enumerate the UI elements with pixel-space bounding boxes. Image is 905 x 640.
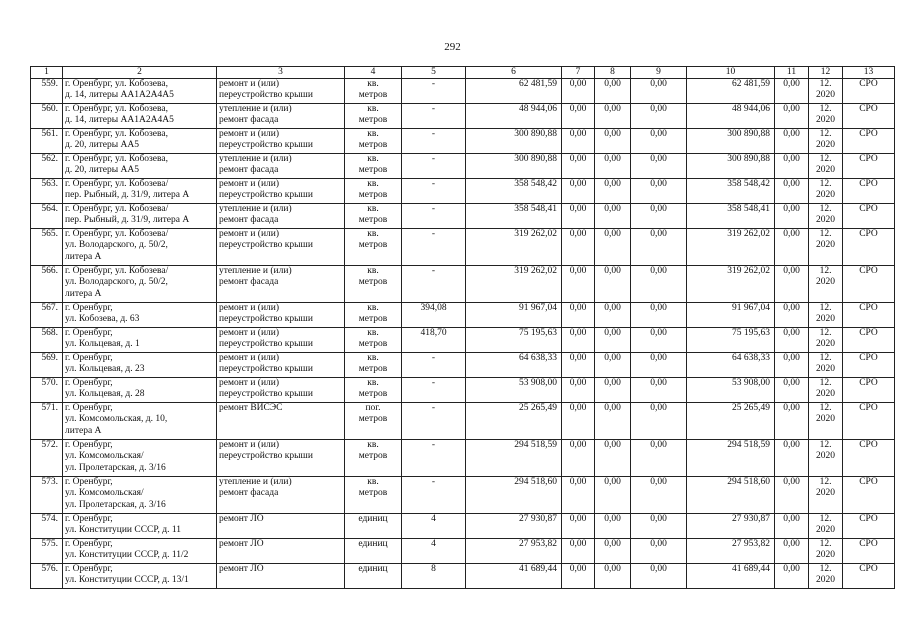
value-cell: 0,00 (775, 378, 809, 403)
cost-cell: 358 548,41 (687, 204, 775, 229)
row-number-cell: 566. (31, 266, 63, 303)
table-row (31, 129, 895, 154)
works-register-table (30, 66, 895, 589)
total-cost-cell: 300 890,88 (466, 154, 562, 179)
row-number-cell: 564. (31, 204, 63, 229)
cost-cell: 300 890,88 (687, 129, 775, 154)
total-cost-cell: 300 890,88 (466, 129, 562, 154)
work-type-cell: ремонт и (или) переустройство крыши (217, 378, 345, 403)
column-header: 11 (775, 67, 809, 79)
work-type-cell: ремонт и (или) переустройство крыши (217, 353, 345, 378)
work-type-cell: ремонт и (или) переустройство крыши (217, 179, 345, 204)
quantity-cell: - (402, 179, 466, 204)
value-cell: 0,00 (562, 104, 595, 129)
total-cost-cell: 41 689,44 (466, 564, 562, 589)
deadline-cell: 12. 2020 (809, 440, 843, 477)
total-cost-cell: 294 518,59 (466, 440, 562, 477)
address-cell: г. Оренбург, ул. Кобозева, д. 63 (63, 303, 217, 328)
source-cell: СРО (843, 179, 895, 204)
unit-cell: единиц (345, 539, 402, 564)
column-header: 9 (631, 67, 687, 79)
value-cell: 0,00 (562, 353, 595, 378)
unit-cell: кв. метров (345, 328, 402, 353)
value-cell: 0,00 (595, 328, 631, 353)
address-cell: г. Оренбург, ул. Кобозева/ пер. Рыбный, д. 31/9, литера А (63, 204, 217, 229)
value-cell: 0,00 (595, 303, 631, 328)
source-cell: СРО (843, 129, 895, 154)
value-cell: 0,00 (775, 204, 809, 229)
column-header: 6 (466, 67, 562, 79)
source-cell: СРО (843, 403, 895, 440)
unit-cell: кв. метров (345, 204, 402, 229)
table-row (31, 378, 895, 403)
deadline-cell: 12. 2020 (809, 179, 843, 204)
table-row (31, 440, 895, 477)
table-row (31, 303, 895, 328)
source-cell: СРО (843, 303, 895, 328)
address-cell: г. Оренбург, ул. Комсомольская, д. 10, литера А (63, 403, 217, 440)
column-header: 10 (687, 67, 775, 79)
unit-cell: кв. метров (345, 179, 402, 204)
value-cell: 0,00 (631, 477, 687, 514)
table-row (31, 514, 895, 539)
value-cell: 0,00 (631, 378, 687, 403)
work-type-cell: утепление и (или) ремонт фасада (217, 154, 345, 179)
value-cell: 0,00 (595, 104, 631, 129)
deadline-cell: 12. 2020 (809, 104, 843, 129)
row-number-cell: 571. (31, 403, 63, 440)
row-number-cell: 569. (31, 353, 63, 378)
source-cell: СРО (843, 477, 895, 514)
unit-cell: кв. метров (345, 303, 402, 328)
page-number: 292 (444, 41, 461, 53)
work-type-cell: ремонт и (или) переустройство крыши (217, 328, 345, 353)
row-number-cell: 563. (31, 179, 63, 204)
cost-cell: 75 195,63 (687, 328, 775, 353)
address-cell: г. Оренбург, ул. Кобозева, д. 20, литеры АА5 (63, 129, 217, 154)
total-cost-cell: 25 265,49 (466, 403, 562, 440)
table-row (31, 266, 895, 303)
work-type-cell: утепление и (или) ремонт фасада (217, 477, 345, 514)
value-cell: 0,00 (775, 229, 809, 266)
value-cell: 0,00 (775, 79, 809, 104)
value-cell: 0,00 (562, 204, 595, 229)
row-number-cell: 570. (31, 378, 63, 403)
row-number-cell: 560. (31, 104, 63, 129)
work-type-cell: ремонт и (или) переустройство крыши (217, 229, 345, 266)
value-cell: 0,00 (562, 229, 595, 266)
deadline-cell: 12. 2020 (809, 229, 843, 266)
unit-cell: единиц (345, 514, 402, 539)
row-number-cell: 575. (31, 539, 63, 564)
value-cell: 0,00 (562, 539, 595, 564)
deadline-cell: 12. 2020 (809, 154, 843, 179)
quantity-cell: - (402, 353, 466, 378)
quantity-cell: - (402, 129, 466, 154)
row-number-cell: 567. (31, 303, 63, 328)
table-body (31, 67, 895, 589)
value-cell: 0,00 (775, 266, 809, 303)
quantity-cell: - (402, 378, 466, 403)
source-cell: СРО (843, 440, 895, 477)
address-cell: г. Оренбург, ул. Кобозева, д. 20, литеры АА5 (63, 154, 217, 179)
value-cell: 0,00 (595, 154, 631, 179)
quantity-cell: 4 (402, 514, 466, 539)
unit-cell: кв. метров (345, 353, 402, 378)
table-row (31, 179, 895, 204)
table-row (31, 477, 895, 514)
address-cell: г. Оренбург, ул. Кольцевая, д. 28 (63, 378, 217, 403)
work-type-cell: утепление и (или) ремонт фасада (217, 266, 345, 303)
value-cell: 0,00 (631, 154, 687, 179)
work-type-cell: ремонт и (или) переустройство крыши (217, 129, 345, 154)
value-cell: 0,00 (631, 403, 687, 440)
table-row (31, 353, 895, 378)
address-cell: г. Оренбург, ул. Кобозева, д. 14, литеры АА1А2А4А5 (63, 79, 217, 104)
value-cell: 0,00 (775, 353, 809, 378)
address-cell: г. Оренбург, ул. Комсомольская/ ул. Пролетарская, д. 3/16 (63, 440, 217, 477)
value-cell: 0,00 (631, 179, 687, 204)
table-row (31, 154, 895, 179)
quantity-cell: - (402, 440, 466, 477)
deadline-cell: 12. 2020 (809, 378, 843, 403)
value-cell: 0,00 (775, 539, 809, 564)
cost-cell: 41 689,44 (687, 564, 775, 589)
cost-cell: 358 548,42 (687, 179, 775, 204)
value-cell: 0,00 (631, 440, 687, 477)
quantity-cell: - (402, 204, 466, 229)
work-type-cell: ремонт и (или) переустройство крыши (217, 303, 345, 328)
cost-cell: 48 944,06 (687, 104, 775, 129)
cost-cell: 64 638,33 (687, 353, 775, 378)
source-cell: СРО (843, 328, 895, 353)
address-cell: г. Оренбург, ул. Конституции СССР, д. 13/1 (63, 564, 217, 589)
deadline-cell: 12. 2020 (809, 266, 843, 303)
value-cell: 0,00 (595, 79, 631, 104)
value-cell: 0,00 (595, 204, 631, 229)
table-row (31, 539, 895, 564)
table-row (31, 204, 895, 229)
address-cell: г. Оренбург, ул. Кольцевая, д. 1 (63, 328, 217, 353)
address-cell: г. Оренбург, ул. Кольцевая, д. 23 (63, 353, 217, 378)
total-cost-cell: 358 548,41 (466, 204, 562, 229)
work-type-cell: ремонт ЛО (217, 564, 345, 589)
unit-cell: кв. метров (345, 477, 402, 514)
cost-cell: 53 908,00 (687, 378, 775, 403)
column-header: 4 (345, 67, 402, 79)
total-cost-cell: 358 548,42 (466, 179, 562, 204)
address-cell: г. Оренбург, ул. Конституции СССР, д. 11/2 (63, 539, 217, 564)
work-type-cell: ремонт и (или) переустройство крыши (217, 440, 345, 477)
cost-cell: 319 262,02 (687, 266, 775, 303)
table-row (31, 229, 895, 266)
deadline-cell: 12. 2020 (809, 403, 843, 440)
total-cost-cell: 64 638,33 (466, 353, 562, 378)
value-cell: 0,00 (631, 79, 687, 104)
quantity-cell: - (402, 403, 466, 440)
value-cell: 0,00 (631, 539, 687, 564)
work-type-cell: ремонт ЛО (217, 514, 345, 539)
column-header: 8 (595, 67, 631, 79)
value-cell: 0,00 (562, 79, 595, 104)
deadline-cell: 12. 2020 (809, 353, 843, 378)
unit-cell: кв. метров (345, 378, 402, 403)
total-cost-cell: 294 518,60 (466, 477, 562, 514)
cost-cell: 319 262,02 (687, 229, 775, 266)
table-row (31, 564, 895, 589)
value-cell: 0,00 (595, 229, 631, 266)
total-cost-cell: 319 262,02 (466, 229, 562, 266)
source-cell: СРО (843, 79, 895, 104)
address-cell: г. Оренбург, ул. Кобозева/ ул. Володарского, д. 50/2, литера А (63, 229, 217, 266)
value-cell: 0,00 (562, 378, 595, 403)
value-cell: 0,00 (631, 104, 687, 129)
quantity-cell: - (402, 229, 466, 266)
column-header: 12 (809, 67, 843, 79)
deadline-cell: 12. 2020 (809, 79, 843, 104)
value-cell: 0,00 (595, 564, 631, 589)
address-cell: г. Оренбург, ул. Кобозева/ ул. Володарского, д. 50/2, литера А (63, 266, 217, 303)
column-header: 13 (843, 67, 895, 79)
value-cell: 0,00 (631, 204, 687, 229)
source-cell: СРО (843, 539, 895, 564)
deadline-cell: 12. 2020 (809, 129, 843, 154)
source-cell: СРО (843, 229, 895, 266)
unit-cell: кв. метров (345, 79, 402, 104)
value-cell: 0,00 (595, 539, 631, 564)
value-cell: 0,00 (775, 104, 809, 129)
column-header: 2 (63, 67, 217, 79)
unit-cell: кв. метров (345, 154, 402, 179)
value-cell: 0,00 (775, 564, 809, 589)
total-cost-cell: 319 262,02 (466, 266, 562, 303)
total-cost-cell: 27 953,82 (466, 539, 562, 564)
deadline-cell: 12. 2020 (809, 303, 843, 328)
column-header-row (31, 67, 895, 79)
column-header: 3 (217, 67, 345, 79)
value-cell: 0,00 (595, 378, 631, 403)
value-cell: 0,00 (775, 477, 809, 514)
deadline-cell: 12. 2020 (809, 564, 843, 589)
quantity-cell: - (402, 477, 466, 514)
total-cost-cell: 75 195,63 (466, 328, 562, 353)
value-cell: 0,00 (562, 328, 595, 353)
value-cell: 0,00 (631, 353, 687, 378)
work-type-cell: утепление и (или) ремонт фасада (217, 204, 345, 229)
value-cell: 0,00 (775, 328, 809, 353)
value-cell: 0,00 (595, 266, 631, 303)
value-cell: 0,00 (595, 440, 631, 477)
row-number-cell: 568. (31, 328, 63, 353)
row-number-cell: 576. (31, 564, 63, 589)
total-cost-cell: 53 908,00 (466, 378, 562, 403)
deadline-cell: 12. 2020 (809, 514, 843, 539)
value-cell: 0,00 (631, 229, 687, 266)
value-cell: 0,00 (631, 514, 687, 539)
work-type-cell: ремонт ЛО (217, 539, 345, 564)
address-cell: г. Оренбург, ул. Кобозева/ пер. Рыбный, д. 31/9, литера А (63, 179, 217, 204)
source-cell: СРО (843, 353, 895, 378)
value-cell: 0,00 (562, 477, 595, 514)
row-number-cell: 565. (31, 229, 63, 266)
row-number-cell: 561. (31, 129, 63, 154)
address-cell: г. Оренбург, ул. Кобозева, д. 14, литеры АА1А2А4А5 (63, 104, 217, 129)
value-cell: 0,00 (562, 266, 595, 303)
source-cell: СРО (843, 378, 895, 403)
column-header: 5 (402, 67, 466, 79)
value-cell: 0,00 (562, 303, 595, 328)
source-cell: СРО (843, 154, 895, 179)
source-cell: СРО (843, 514, 895, 539)
address-cell: г. Оренбург, ул. Комсомольская/ ул. Пролетарская, д. 3/16 (63, 477, 217, 514)
total-cost-cell: 91 967,04 (466, 303, 562, 328)
deadline-cell: 12. 2020 (809, 204, 843, 229)
source-cell: СРО (843, 266, 895, 303)
value-cell: 0,00 (562, 129, 595, 154)
table-row (31, 104, 895, 129)
value-cell: 0,00 (595, 129, 631, 154)
quantity-cell: - (402, 266, 466, 303)
value-cell: 0,00 (631, 266, 687, 303)
total-cost-cell: 27 930,87 (466, 514, 562, 539)
value-cell: 0,00 (631, 303, 687, 328)
quantity-cell: - (402, 104, 466, 129)
value-cell: 0,00 (775, 403, 809, 440)
value-cell: 0,00 (562, 514, 595, 539)
total-cost-cell: 62 481,59 (466, 79, 562, 104)
quantity-cell: - (402, 154, 466, 179)
column-header: 7 (562, 67, 595, 79)
total-cost-cell: 48 944,06 (466, 104, 562, 129)
quantity-cell: 8 (402, 564, 466, 589)
cost-cell: 300 890,88 (687, 154, 775, 179)
value-cell: 0,00 (775, 303, 809, 328)
value-cell: 0,00 (775, 514, 809, 539)
quantity-cell: - (402, 79, 466, 104)
unit-cell: кв. метров (345, 266, 402, 303)
deadline-cell: 12. 2020 (809, 477, 843, 514)
work-type-cell: ремонт и (или) переустройство крыши (217, 79, 345, 104)
unit-cell: кв. метров (345, 104, 402, 129)
row-number-cell: 572. (31, 440, 63, 477)
value-cell: 0,00 (631, 328, 687, 353)
row-number-cell: 574. (31, 514, 63, 539)
cost-cell: 62 481,59 (687, 79, 775, 104)
source-cell: СРО (843, 204, 895, 229)
value-cell: 0,00 (562, 403, 595, 440)
value-cell: 0,00 (562, 564, 595, 589)
value-cell: 0,00 (775, 179, 809, 204)
value-cell: 0,00 (595, 403, 631, 440)
unit-cell: кв. метров (345, 129, 402, 154)
value-cell: 0,00 (595, 353, 631, 378)
value-cell: 0,00 (562, 440, 595, 477)
work-type-cell: утепление и (или) ремонт фасада (217, 104, 345, 129)
quantity-cell: 4 (402, 539, 466, 564)
unit-cell: единиц (345, 564, 402, 589)
cost-cell: 91 967,04 (687, 303, 775, 328)
quantity-cell: 418,70 (402, 328, 466, 353)
value-cell: 0,00 (775, 440, 809, 477)
unit-cell: кв. метров (345, 229, 402, 266)
deadline-cell: 12. 2020 (809, 328, 843, 353)
source-cell: СРО (843, 564, 895, 589)
value-cell: 0,00 (775, 154, 809, 179)
quantity-cell: 394,08 (402, 303, 466, 328)
value-cell: 0,00 (631, 129, 687, 154)
value-cell: 0,00 (631, 564, 687, 589)
cost-cell: 27 953,82 (687, 539, 775, 564)
value-cell: 0,00 (562, 179, 595, 204)
value-cell: 0,00 (775, 129, 809, 154)
cost-cell: 294 518,60 (687, 477, 775, 514)
value-cell: 0,00 (595, 514, 631, 539)
row-number-cell: 559. (31, 79, 63, 104)
address-cell: г. Оренбург, ул. Конституции СССР, д. 11 (63, 514, 217, 539)
value-cell: 0,00 (595, 477, 631, 514)
row-number-cell: 562. (31, 154, 63, 179)
row-number-cell: 573. (31, 477, 63, 514)
source-cell: СРО (843, 104, 895, 129)
unit-cell: пог. метров (345, 403, 402, 440)
table-row (31, 403, 895, 440)
cost-cell: 25 265,49 (687, 403, 775, 440)
value-cell: 0,00 (562, 154, 595, 179)
work-type-cell: ремонт ВИСЭС (217, 403, 345, 440)
unit-cell: кв. метров (345, 440, 402, 477)
value-cell: 0,00 (595, 179, 631, 204)
cost-cell: 27 930,87 (687, 514, 775, 539)
deadline-cell: 12. 2020 (809, 539, 843, 564)
column-header: 1 (31, 67, 63, 79)
cost-cell: 294 518,59 (687, 440, 775, 477)
table-row (31, 328, 895, 353)
table-row (31, 79, 895, 104)
